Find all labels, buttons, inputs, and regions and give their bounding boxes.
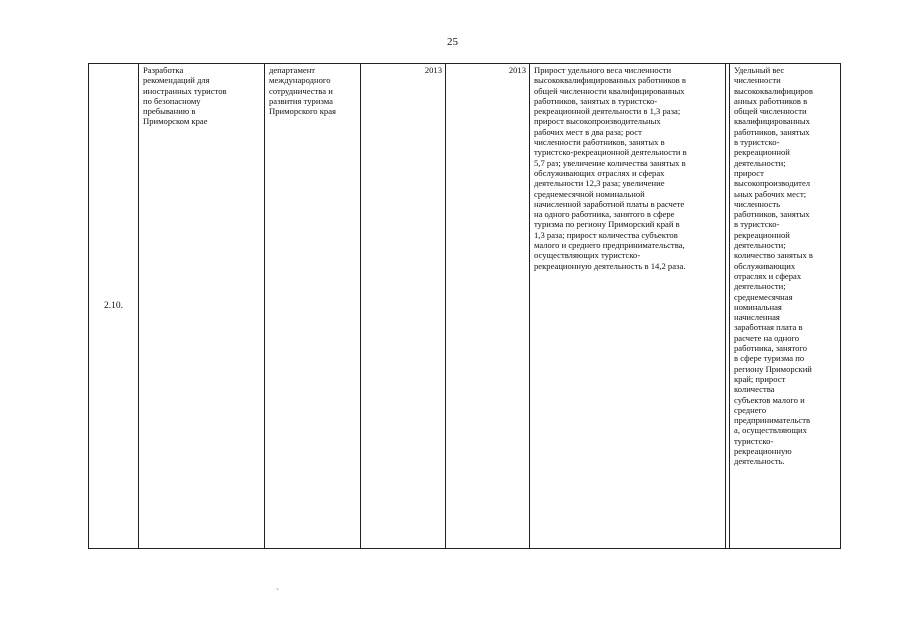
activity-cell [139, 64, 265, 549]
activity-text: Разработка рекомендаций для иностранных туристов по безопасному пребыванию в Приморском крае [143, 65, 227, 127]
executor-cell [265, 64, 361, 549]
end-year-cell [446, 64, 530, 549]
start-year-cell [361, 64, 446, 549]
measures-table [88, 63, 841, 549]
executor-text: департамент международного сотрудничества и развития туризма Приморского края [269, 65, 336, 117]
page-number: 25 [447, 36, 458, 48]
indicators-text: Удельный вес численности высококвалифициров анных работников в общей численности квалифицированных работников, занятых в туристско- рекреационной деятельности; прирост высокопроизводител ьных рабочих мест; численность работников, занятых в туристско- рекреационной деятельности; количество занятых в обслуживающих отраслях и сферах деятельности; среднемесячная номинальная начисленная заработная плата в расчете на одного работника, занятого в сфере туризма по региону Приморский край; прирост количества субъектов малого и среднего предпринимательств а, осуществляющих туристско- рекреационную деятельность. [734, 65, 813, 467]
row-index-cell [89, 64, 139, 549]
table-row [89, 64, 841, 549]
expected-result-cell [530, 64, 726, 549]
start-year: 2013 [424, 65, 442, 75]
row-index: 2.10. [104, 300, 123, 311]
scan-speck: ˏ [276, 580, 279, 590]
indicators-cell [730, 64, 841, 549]
end-year: 2013 [508, 65, 526, 75]
expected-result-text: Прирост удельного веса численности высококвалифицированных работников в общей численности квалифицированных работников, занятых в туристско- рекреационной деятельности в 1,3 раза; прирост высокопроизводительных рабочих мест в два раза; рост численности работников, занятых в туристско-рекреационной деятельности в 5,7 раз; увеличение количества занятых в обслуживающих отраслях и сферах деятельности 12,3 раза; увеличение среднемесячной номинальной начисленной заработной платы в расчете на одного работника, занятого в сфере туризма по региону Приморский край в 1,3 раза; прирост количества субъектов малого и среднего предпринимательства, осуществляющих туристско- рекреационную деятельность в 14,2 раза. [534, 65, 687, 271]
